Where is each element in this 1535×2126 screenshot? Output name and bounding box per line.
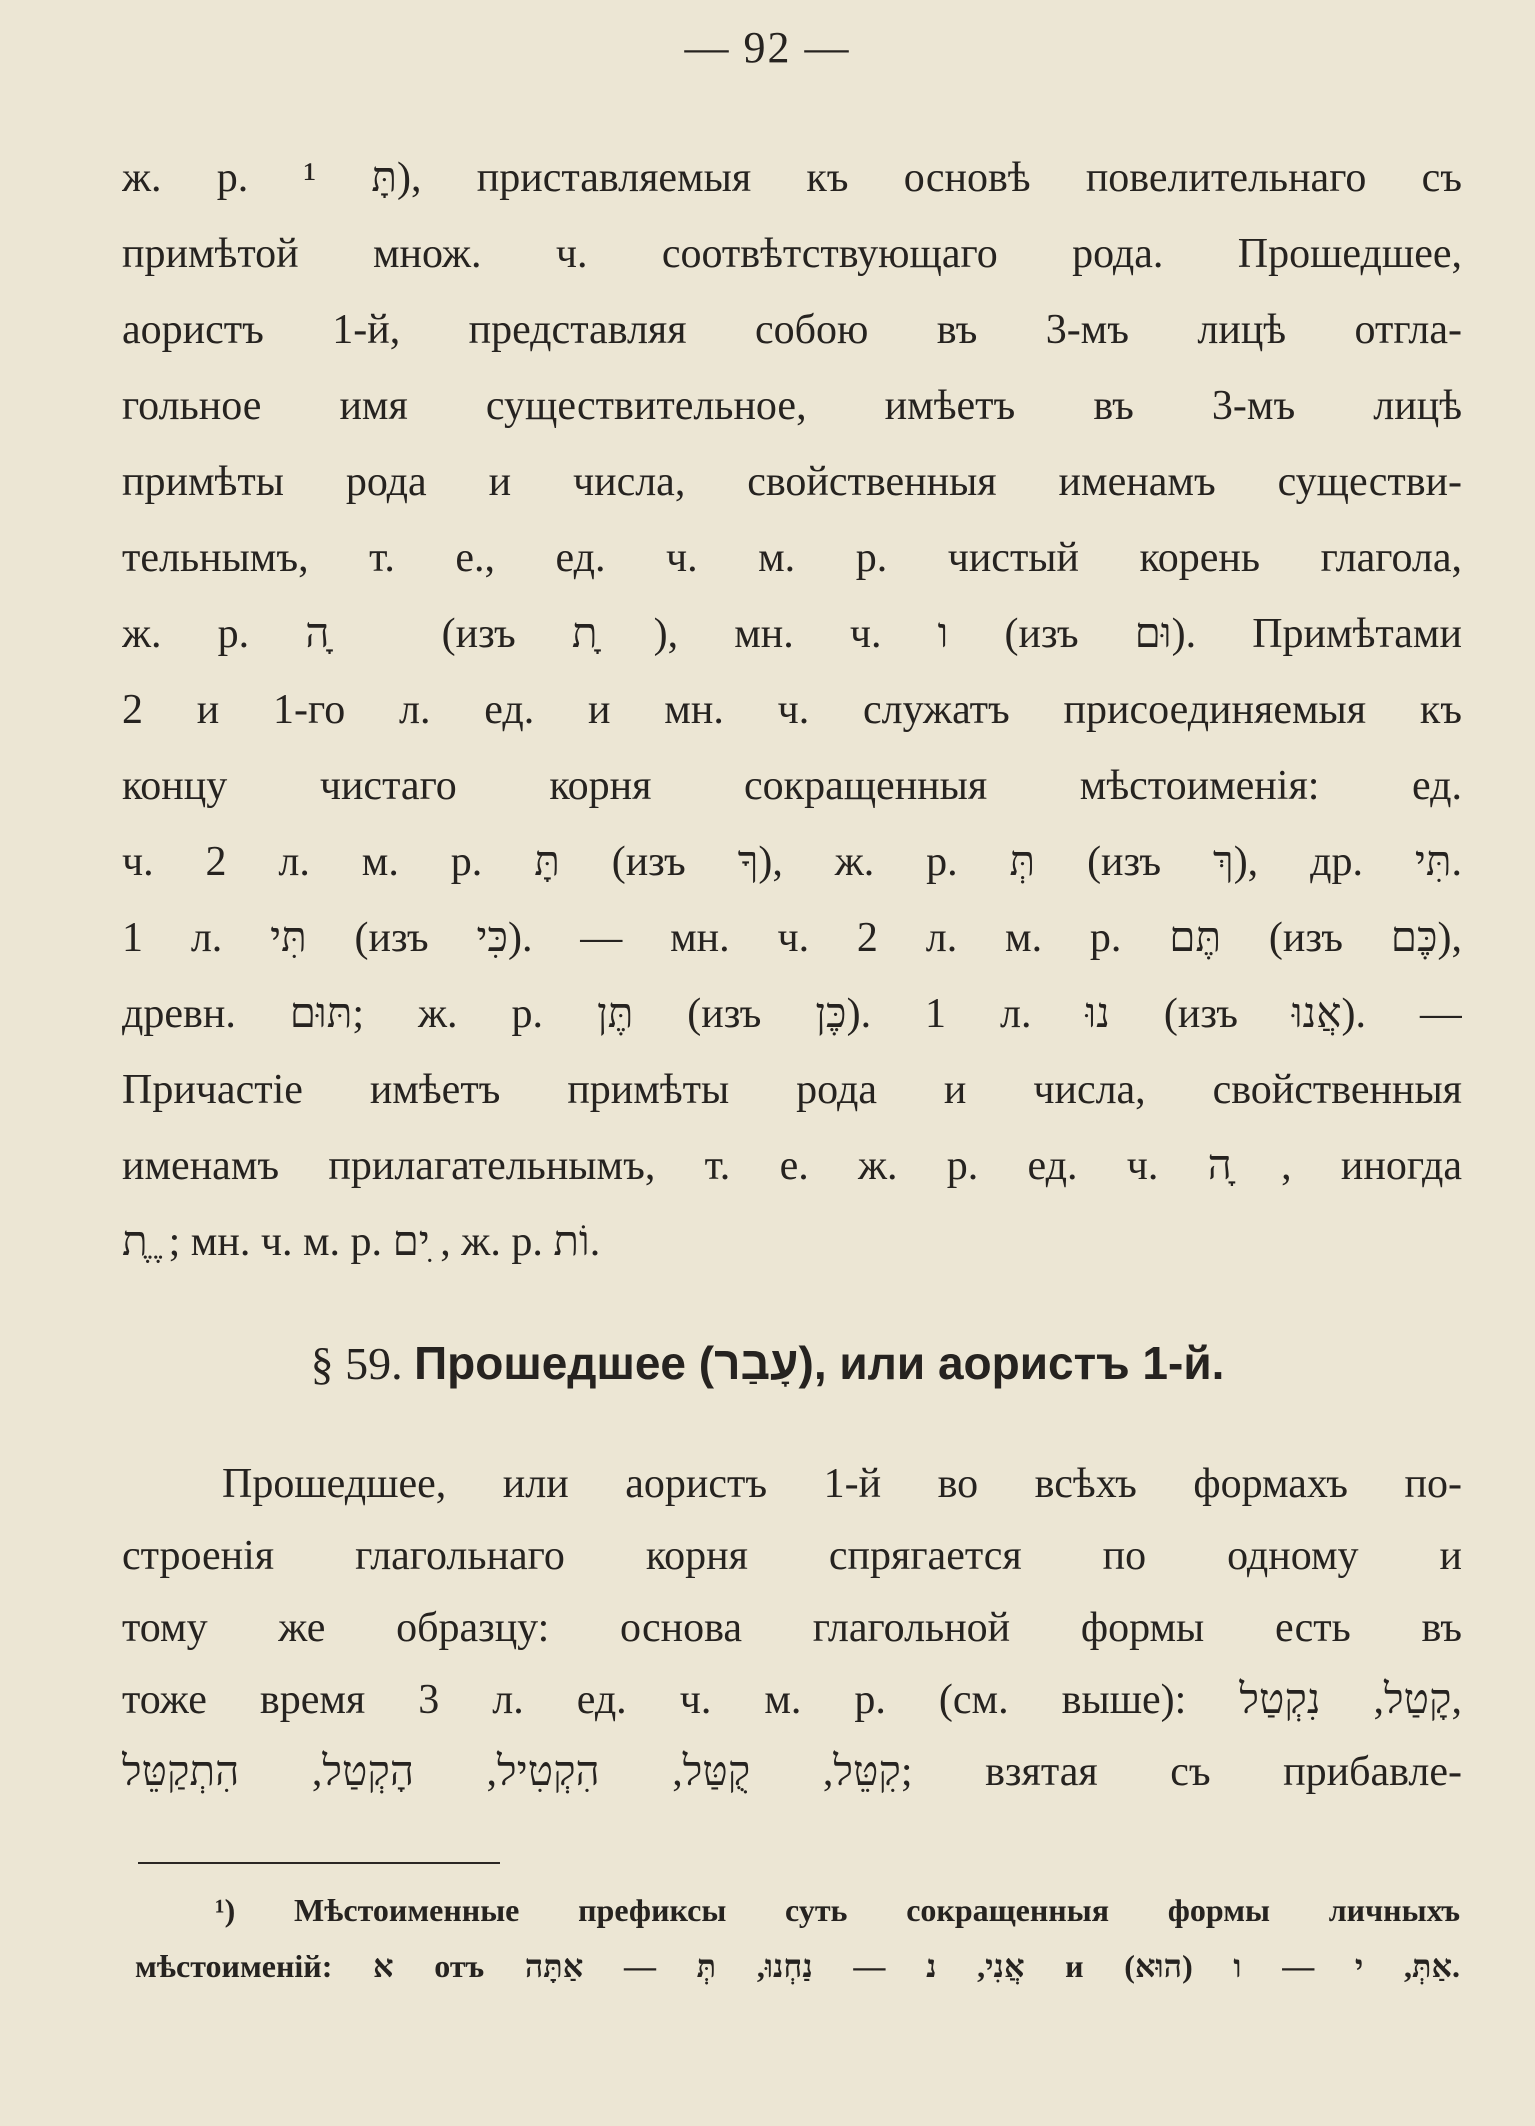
text-line: Прошедшее, или аористъ 1-й во всѣхъ формахъ по- bbox=[222, 1461, 1462, 1507]
text-line: аористъ 1-й, представляя собою въ 3-мъ лицѣ отгла- bbox=[122, 307, 1462, 353]
section-body-text bbox=[122, 1448, 1462, 1808]
text-line: концу чистаго корня сокращенныя мѣстоименія: ед. bbox=[122, 763, 1462, 809]
text-line: тельнымъ, т. е., ед. ч. м. р. чистый корень глагола, bbox=[122, 535, 1462, 581]
body-text bbox=[122, 140, 1462, 1280]
text-line: ч. 2 л. м. р. תָּ (изъ ךָ), ж. р. תְּ (изъ ךְ), др. תִּי. bbox=[122, 839, 1462, 885]
footnote-line: ¹) Мѣстоименные префиксы суть сокращенныя формы личныхъ bbox=[215, 1892, 1460, 1928]
text-line: 2 и 1-го л. ед. и мн. ч. служатъ присоединяемыя къ bbox=[122, 687, 1462, 733]
text-line: тоже время 3 л. ед. ч. м. р. (см. выше): קָטַל, נִקְטַל, bbox=[122, 1677, 1462, 1723]
text-line: קִטֵּל, קֻטַּל, הִקְטִיל, הָקְטַל, הִתְקַטֵּל; взятая съ прибавле- bbox=[122, 1749, 1462, 1795]
footnote-line: мѣстоименій: א отъ אֲנִי, נ — נַחְנוּ, תְּ — אַתָּה и אַתְּ, י — ו (הוּא). bbox=[135, 1948, 1460, 1984]
footnote-divider bbox=[138, 1862, 500, 1864]
text-line: примѣты рода и числа, свойственныя именамъ существи- bbox=[122, 459, 1462, 505]
section-title: Прошедшее (עָבַר), или аористъ 1-й. bbox=[414, 1337, 1225, 1389]
section-heading bbox=[0, 1336, 1535, 1390]
page-number: — 92 — bbox=[684, 23, 851, 72]
text-line: 1 л. תִּי (изъ כִּי). — мн. ч. 2 л. м. р. תֶּם (изъ כֶּם), bbox=[122, 915, 1462, 961]
footnote bbox=[135, 1882, 1460, 1994]
text-line: ж. р. תָּ ¹), приставляемыя къ основѣ повелительнаго съ bbox=[122, 155, 1462, 201]
text-line: Причастіе имѣетъ примѣты рода и числа, свойственныя bbox=[122, 1067, 1462, 1113]
text-line: гольное имя существительное, имѣетъ въ 3-мъ лицѣ bbox=[122, 383, 1462, 429]
text-line: ת ֶ ֶ; мн. ч. м. р. ים ִ, ж. р. וֹת. bbox=[122, 1219, 601, 1265]
text-line: ж. р. ה ָ (изъ ת ָ), мн. ч. ו (изъ וּם). Примѣтами bbox=[122, 611, 1462, 657]
section-number: § 59. bbox=[310, 1338, 403, 1389]
text-line: примѣтой множ. ч. соотвѣтствующаго рода. Прошедшее, bbox=[122, 231, 1462, 277]
text-line: древн. תּוּם; ж. р. תֶּן (изъ כֶּן). 1 л. נוּ (изъ אֲנוּ). — bbox=[122, 991, 1462, 1037]
text-line: тому же образцу: основа глагольной формы есть въ bbox=[122, 1605, 1462, 1651]
text-line: строенія глагольнаго корня спрягается по одному и bbox=[122, 1533, 1462, 1579]
text-line: именамъ прилагательнымъ, т. е. ж. р. ед. ч. ה ָ, иногда bbox=[122, 1143, 1462, 1189]
